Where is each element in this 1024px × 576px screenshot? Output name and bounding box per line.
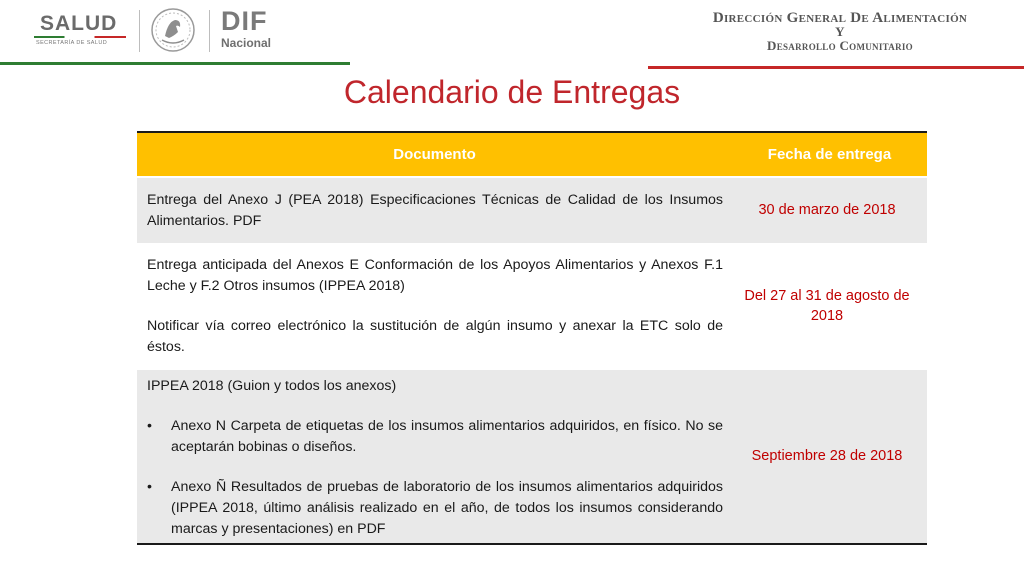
table-header — [137, 133, 927, 178]
list-item-text: Anexo Ñ Resultados de pruebas de laboratorio de los insumos alimentarios adquiridos (IPPEA 2018, último análisis realizado en el año, de todos los insumos considerando marcas y presentaciones) en PDF — [171, 479, 723, 537]
dif-logo-subtext: Nacional — [221, 36, 272, 50]
table-row — [137, 243, 927, 369]
date-cell: Del 27 al 31 de agosto de 2018 — [744, 287, 910, 325]
table-row — [137, 370, 927, 544]
list-item — [147, 416, 723, 457]
document-cell — [137, 243, 727, 369]
document-text: IPPEA 2018 (Guion y todos los anexos) — [147, 377, 397, 394]
national-emblem-icon — [148, 6, 198, 54]
date-cell: Septiembre 28 de 2018 — [751, 448, 903, 465]
header-red-line — [648, 66, 1024, 69]
column-header-date: Fecha de entrega — [767, 146, 892, 163]
date-cell: 30 de marzo de 2018 — [758, 202, 896, 219]
header-divider — [139, 10, 140, 52]
document-text: Entrega anticipada del Anexos E Conformación de los Apoyos Alimentarios y Anexos F.1 Leche y F.2 Otros insumos (IPPEA 2018) — [147, 257, 723, 294]
directorate-line-2: Y — [835, 24, 845, 39]
salud-logo — [34, 10, 130, 50]
salud-logo-text: SALUD — [40, 12, 118, 35]
list-item-text: Anexo N Carpeta de etiquetas de los insumos alimentarios adquiridos, en físico. No se aceptarán bobinas o diseños. — [171, 418, 723, 455]
table-row — [137, 178, 927, 243]
document-note: Notificar vía correo electrónico la sustitución de algún insumo y anexar la ETC solo de éstos. — [147, 318, 723, 355]
list-item — [147, 477, 723, 539]
directorate-name — [660, 10, 1020, 54]
document-text: Entrega del Anexo J (PEA 2018) Especificaciones Técnicas de Calidad de los Insumos Alimentarios. PDF — [147, 192, 723, 229]
directorate-line-3: Desarrollo Comunitario — [767, 38, 913, 53]
header-divider — [209, 10, 210, 52]
bullet-icon: • — [147, 479, 152, 496]
directorate-line-1: Dirección General De Alimentación — [712, 10, 968, 26]
bullet-icon: • — [147, 418, 152, 435]
salud-logo-tricolor-bar — [34, 36, 126, 38]
dif-logo-text: DIF — [221, 6, 268, 36]
page-title: Calendario de Entregas — [343, 74, 681, 110]
dif-logo — [219, 6, 279, 52]
header-green-line — [0, 62, 350, 65]
salud-logo-subtext: SECRETARÍA DE SALUD — [36, 40, 108, 46]
document-cell — [137, 178, 727, 243]
column-header-document: Documento — [393, 146, 476, 163]
document-cell — [137, 370, 727, 544]
delivery-schedule-table — [137, 131, 927, 545]
